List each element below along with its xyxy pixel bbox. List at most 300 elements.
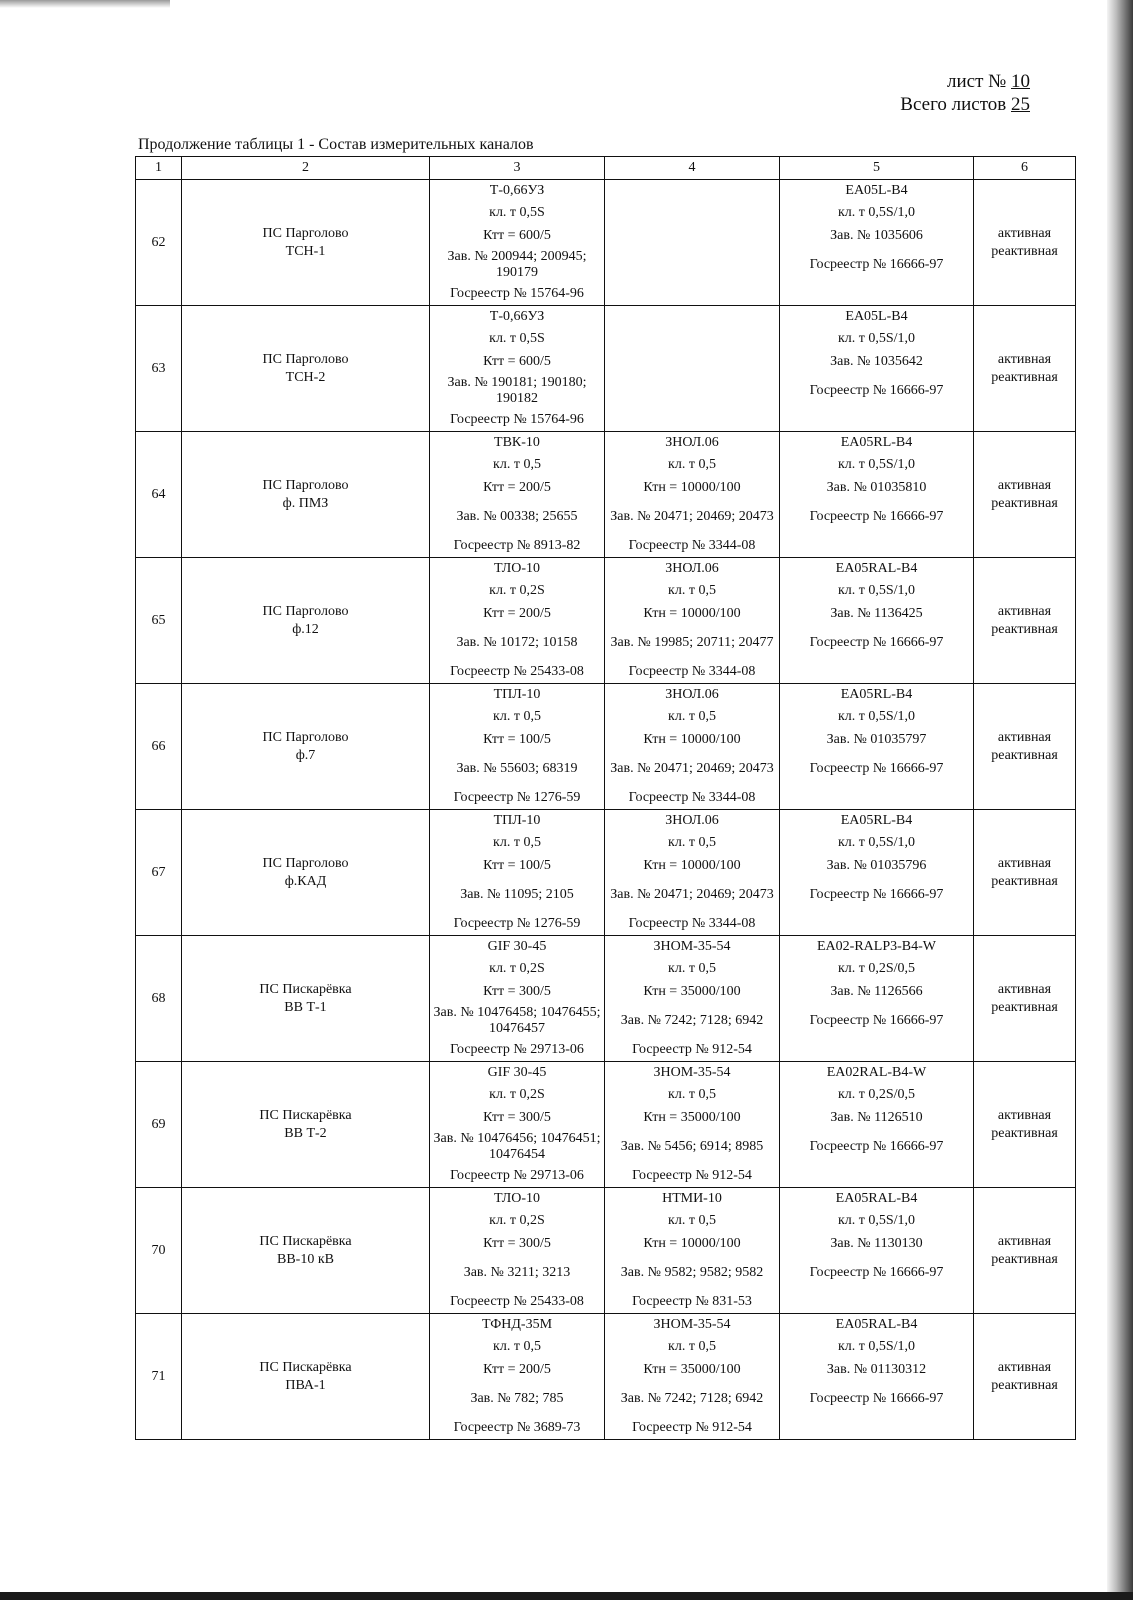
c5-line: Зав. № 1136425 (830, 605, 923, 621)
meter-cell (780, 180, 974, 306)
c4-line: кл. т 0,5 (668, 1339, 716, 1355)
c4-line: Госреестр № 912-54 (632, 1167, 752, 1183)
c4-stack (605, 936, 779, 1061)
scan-edge-bottom (0, 1592, 1133, 1600)
substation-name: ПС Парголово (262, 225, 349, 241)
feeder-name: ф.12 (292, 621, 319, 637)
c3-line: кл. т 0,2S (489, 961, 545, 977)
c3-line: кл. т 0,2S (489, 1213, 545, 1229)
current-transformer-cell (430, 1188, 605, 1314)
energy-type-cell (974, 306, 1076, 432)
c4-stack (605, 1188, 779, 1313)
table-row (136, 936, 1076, 1062)
substation-name: ПС Пискарёвка (259, 1359, 352, 1375)
c4-line: Зав. № 7242; 7128; 6942 (620, 1390, 764, 1406)
table-row (136, 180, 1076, 306)
c5-stack (780, 1314, 973, 1439)
c3-line: Ктт = 100/5 (483, 731, 551, 747)
energy-type-active: активная (997, 477, 1052, 493)
c3-line: Зав. № 10476456; 10476451; 10476454 (433, 1130, 601, 1162)
channel-name-cell (182, 1314, 430, 1440)
c3-line: ТФНД-35М (481, 1317, 553, 1333)
voltage-transformer-cell (605, 1188, 780, 1314)
column-header: 3 (430, 157, 605, 180)
c3-line: Госреестр № 15764-96 (450, 411, 584, 427)
energy-type-cell (974, 1062, 1076, 1188)
c5-line: Госреестр № 16666-97 (809, 256, 944, 272)
c5-line: EA05L-B4 (845, 183, 908, 199)
c5-line: EA05RL-B4 (840, 813, 913, 829)
header-row (136, 157, 1076, 180)
c4-line: ЗНОЛ.06 (665, 813, 719, 829)
table-row (136, 306, 1076, 432)
c4-line: НТМИ-10 (662, 1191, 722, 1207)
energy-type-cell (974, 684, 1076, 810)
c4-line (605, 306, 779, 328)
c5-line (780, 535, 973, 557)
c3-line: Госреестр № 1276-59 (453, 789, 581, 805)
row-number: 67 (136, 810, 182, 936)
feeder-name: ВВ Т-2 (284, 1125, 327, 1141)
c3-line: Ктт = 300/5 (483, 1109, 551, 1125)
energy-type-cell (974, 936, 1076, 1062)
sheet-number: 10 (1011, 71, 1030, 92)
c5-stack (780, 306, 973, 431)
c4-line (605, 247, 779, 283)
c5-line (780, 1039, 973, 1061)
substation-name: ПС Парголово (262, 729, 349, 745)
meter-cell (780, 684, 974, 810)
voltage-transformer-cell (605, 180, 780, 306)
c4-line (605, 328, 779, 350)
feeder-name: ПВА-1 (285, 1377, 326, 1393)
current-transformer-cell (430, 1314, 605, 1440)
meter-cell (780, 1062, 974, 1188)
channel-name-cell (182, 432, 430, 558)
c4-line: Ктн = 10000/100 (643, 479, 741, 495)
c3-stack (430, 1188, 604, 1313)
c5-line: Госреестр № 16666-97 (809, 760, 944, 776)
c4-line: кл. т 0,5 (668, 1087, 716, 1103)
c5-line: Зав. № 01035797 (826, 731, 927, 747)
table-body (136, 180, 1076, 1440)
c5-stack (780, 432, 973, 557)
substation-name: ПС Парголово (262, 603, 349, 619)
energy-type-cell (974, 810, 1076, 936)
c3-line: Зав. № 3211; 3213 (463, 1264, 571, 1280)
energy-type-cell (974, 1314, 1076, 1440)
c4-line: Зав. № 7242; 7128; 6942 (620, 1012, 764, 1028)
meter-cell (780, 558, 974, 684)
c3-line: Зав. № 10476458; 10476455; 10476457 (433, 1004, 601, 1036)
energy-type-reactive: реактивная (991, 621, 1058, 637)
c4-line: ЗНОЛ.06 (665, 435, 719, 451)
energy-type-reactive: реактивная (991, 747, 1058, 763)
c4-line: ЗНОМ-35-54 (653, 939, 731, 955)
c5-line: Зав. № 1035642 (830, 353, 923, 369)
row-number: 68 (136, 936, 182, 1062)
c3-stack (430, 1314, 604, 1439)
c4-line (605, 409, 779, 431)
feeder-name: ТСН-1 (285, 243, 326, 259)
c4-stack (605, 432, 779, 557)
channel-name-cell (182, 1188, 430, 1314)
c4-line: Госреестр № 3344-08 (628, 915, 756, 931)
c4-line: Госреестр № 3344-08 (628, 537, 756, 553)
column-header: 2 (182, 157, 430, 180)
c4-line: Госреестр № 3344-08 (628, 789, 756, 805)
channel-name-cell (182, 1062, 430, 1188)
c3-line: кл. т 0,5S (489, 331, 545, 347)
energy-type-active: активная (997, 1359, 1052, 1375)
voltage-transformer-cell (605, 558, 780, 684)
channel-name-cell (182, 180, 430, 306)
c5-line: Зав. № 1126510 (830, 1109, 923, 1125)
c3-line: Госреестр № 1276-59 (453, 915, 581, 931)
c5-line (780, 409, 973, 431)
c5-line: кл. т 0,5S/1,0 (837, 583, 916, 599)
energy-type-active: активная (997, 1233, 1052, 1249)
voltage-transformer-cell (605, 432, 780, 558)
table-row (136, 810, 1076, 936)
c3-line: Госреестр № 29713-06 (450, 1167, 584, 1183)
channel-name-cell (182, 936, 430, 1062)
c4-line (605, 202, 779, 224)
c4-line: Ктн = 10000/100 (643, 857, 741, 873)
channel-name-cell (182, 306, 430, 432)
c3-line: ТПЛ-10 (493, 687, 541, 703)
c5-line: Госреестр № 16666-97 (809, 1138, 944, 1154)
channels-table (135, 156, 1076, 1440)
c4-line: Ктн = 10000/100 (643, 731, 741, 747)
energy-type-cell (974, 180, 1076, 306)
c5-line: Госреестр № 16666-97 (809, 634, 944, 650)
c5-stack (780, 936, 973, 1061)
c5-line: Госреестр № 16666-97 (809, 1390, 944, 1406)
feeder-name: ТСН-2 (285, 369, 326, 385)
c3-line: Госреестр № 8913-82 (453, 537, 581, 553)
c5-line: Зав. № 01130312 (826, 1361, 927, 1377)
c3-line: Зав. № 10172; 10158 (456, 634, 578, 650)
channel-name-cell (182, 558, 430, 684)
c4-line: кл. т 0,5 (668, 835, 716, 851)
c4-line: кл. т 0,5 (668, 583, 716, 599)
row-number: 65 (136, 558, 182, 684)
sheet-label: лист № (946, 71, 1007, 92)
c4-stack (605, 180, 779, 305)
c5-stack (780, 180, 973, 305)
energy-type-reactive: реактивная (991, 1125, 1058, 1141)
energy-type-reactive: реактивная (991, 1251, 1058, 1267)
c3-line: Ктт = 100/5 (483, 857, 551, 873)
c3-line: Госреестр № 3689-73 (453, 1419, 581, 1435)
energy-type-cell (974, 558, 1076, 684)
c3-line: GIF 30-45 (487, 939, 547, 955)
current-transformer-cell (430, 432, 605, 558)
c3-line: GIF 30-45 (487, 1065, 547, 1081)
c4-stack (605, 558, 779, 683)
c4-line: Зав. № 20471; 20469; 20473 (610, 508, 774, 524)
current-transformer-cell (430, 1062, 605, 1188)
c3-line: ТЛО-10 (493, 1191, 541, 1207)
c4-line: кл. т 0,5 (668, 1213, 716, 1229)
current-transformer-cell (430, 936, 605, 1062)
c5-line: Зав. № 01035810 (826, 479, 927, 495)
substation-name: ПС Парголово (262, 855, 349, 871)
energy-type-cell (974, 432, 1076, 558)
c3-stack (430, 306, 604, 431)
scan-edge-top-left (0, 0, 170, 8)
c3-line: кл. т 0,2S (489, 583, 545, 599)
c5-line: EA05L-B4 (845, 309, 908, 325)
c3-line: кл. т 0,2S (489, 1087, 545, 1103)
c5-line: EA05RAL-B4 (835, 1191, 918, 1207)
c4-line: Госреестр № 3344-08 (628, 663, 756, 679)
voltage-transformer-cell (605, 684, 780, 810)
c5-line: кл. т 0,5S/1,0 (837, 1339, 916, 1355)
c4-line: Зав. № 5456; 6914; 8985 (620, 1138, 764, 1154)
c4-line: Госреестр № 912-54 (632, 1419, 752, 1435)
column-header: 4 (605, 157, 780, 180)
c3-line: Зав. № 11095; 2105 (460, 886, 574, 902)
c4-line (605, 283, 779, 305)
feeder-name: ВВ-10 кВ (277, 1251, 334, 1267)
c3-line: Ктт = 200/5 (483, 1361, 551, 1377)
energy-type-reactive: реактивная (991, 999, 1058, 1015)
c5-line (780, 1417, 973, 1439)
current-transformer-cell (430, 180, 605, 306)
c3-stack (430, 558, 604, 683)
current-transformer-cell (430, 810, 605, 936)
sheet-number-line (900, 70, 1030, 93)
substation-name: ПС Пискарёвка (259, 1107, 352, 1123)
c4-line: Зав. № 20471; 20469; 20473 (610, 886, 774, 902)
c5-line: EA05RL-B4 (840, 687, 913, 703)
c5-line: кл. т 0,2S/0,5 (837, 1087, 916, 1103)
c4-line: кл. т 0,5 (668, 457, 716, 473)
c4-line (605, 180, 779, 202)
meter-cell (780, 810, 974, 936)
table-row (136, 684, 1076, 810)
feeder-name: ф.7 (295, 747, 316, 763)
c4-line (605, 373, 779, 409)
c3-line: кл. т 0,5S (489, 205, 545, 221)
c5-line: кл. т 0,2S/0,5 (837, 961, 916, 977)
sheet-total-line (900, 93, 1030, 116)
c4-stack (605, 810, 779, 935)
c3-line: Зав. № 00338; 25655 (456, 508, 578, 524)
c5-line: кл. т 0,5S/1,0 (837, 1213, 916, 1229)
c3-line: Зав. № 782; 785 (470, 1390, 564, 1406)
c5-line: EA02-RALP3-B4-W (817, 939, 936, 955)
scan-edge-right (1107, 0, 1133, 1600)
energy-type-active: активная (997, 729, 1052, 745)
c3-line: Зав. № 190181; 190180; 190182 (447, 374, 587, 406)
c4-stack (605, 1314, 779, 1439)
energy-type-active: активная (997, 351, 1052, 367)
c4-line: ЗНОЛ.06 (665, 561, 719, 577)
substation-name: ПС Парголово (262, 477, 349, 493)
c5-line: EA05RAL-B4 (835, 1317, 918, 1333)
c4-line: кл. т 0,5 (668, 961, 716, 977)
c4-line: Зав. № 9582; 9582; 9582 (620, 1264, 764, 1280)
c5-line: EA05RL-B4 (840, 435, 913, 451)
c5-stack (780, 684, 973, 809)
c3-line: кл. т 0,5 (493, 709, 541, 725)
c3-line: ТЛО-10 (493, 561, 541, 577)
c5-stack (780, 810, 973, 935)
c3-line: Ктт = 200/5 (483, 479, 551, 495)
c5-line (780, 283, 973, 305)
substation-name: ПС Парголово (262, 351, 349, 367)
c3-stack (430, 684, 604, 809)
voltage-transformer-cell (605, 936, 780, 1062)
energy-type-reactive: реактивная (991, 369, 1058, 385)
feeder-name: ф. ПМЗ (282, 495, 329, 511)
substation-name: ПС Пискарёвка (259, 1233, 352, 1249)
row-number: 62 (136, 180, 182, 306)
table-row (136, 1062, 1076, 1188)
voltage-transformer-cell (605, 810, 780, 936)
c5-stack (780, 1188, 973, 1313)
c5-line: Зав. № 01035796 (826, 857, 927, 873)
voltage-transformer-cell (605, 1314, 780, 1440)
c5-line (780, 913, 973, 935)
c3-line: Госреестр № 25433-08 (450, 663, 584, 679)
current-transformer-cell (430, 684, 605, 810)
c3-line: Ктт = 600/5 (483, 353, 551, 369)
c4-line: Госреестр № 912-54 (632, 1041, 752, 1057)
table-row (136, 558, 1076, 684)
c5-line: кл. т 0,5S/1,0 (837, 457, 916, 473)
c4-line: ЗНОЛ.06 (665, 687, 719, 703)
c4-line: Зав. № 20471; 20469; 20473 (610, 760, 774, 776)
c4-line (605, 351, 779, 373)
table-caption: Продолжение таблицы 1 - Состав измерительных каналов (138, 136, 534, 153)
c4-line: Ктн = 10000/100 (643, 605, 741, 621)
sheet-header (900, 70, 1030, 116)
row-number: 71 (136, 1314, 182, 1440)
c5-line (780, 787, 973, 809)
c4-line: Ктн = 10000/100 (643, 1235, 741, 1251)
c3-line: кл. т 0,5 (493, 835, 541, 851)
c3-line: Госреестр № 25433-08 (450, 1293, 584, 1309)
c4-stack (605, 306, 779, 431)
energy-type-active: активная (997, 1107, 1052, 1123)
total-number: 25 (1011, 94, 1030, 115)
meter-cell (780, 432, 974, 558)
channel-name-cell (182, 810, 430, 936)
table-row (136, 432, 1076, 558)
c3-line: Госреестр № 29713-06 (450, 1041, 584, 1057)
c5-line: кл. т 0,5S/1,0 (837, 331, 916, 347)
row-number: 66 (136, 684, 182, 810)
column-header: 1 (136, 157, 182, 180)
table-row (136, 1188, 1076, 1314)
c5-line: Зав. № 1035606 (830, 227, 923, 243)
voltage-transformer-cell (605, 1062, 780, 1188)
c5-line: Госреестр № 16666-97 (809, 1012, 944, 1028)
energy-type-active: активная (997, 981, 1052, 997)
c4-line: ЗНОМ-35-54 (653, 1317, 731, 1333)
c3-line: Зав. № 200944; 200945; 190179 (447, 248, 587, 280)
c5-line: Госреестр № 16666-97 (809, 382, 944, 398)
c3-stack (430, 810, 604, 935)
channel-name-cell (182, 684, 430, 810)
energy-type-reactive: реактивная (991, 873, 1058, 889)
c3-line: Т-0,66УЗ (489, 183, 545, 199)
c4-line (605, 225, 779, 247)
c3-stack (430, 936, 604, 1061)
c4-line: Ктн = 35000/100 (643, 1109, 741, 1125)
c5-stack (780, 1062, 973, 1187)
c3-line: Ктт = 600/5 (483, 227, 551, 243)
table-row (136, 1314, 1076, 1440)
c5-line: EA02RAL-B4-W (826, 1065, 927, 1081)
row-number: 69 (136, 1062, 182, 1188)
c3-line: ТВК-10 (494, 435, 540, 451)
column-header: 5 (780, 157, 974, 180)
energy-type-cell (974, 1188, 1076, 1314)
meter-cell (780, 1188, 974, 1314)
c4-line: Ктн = 35000/100 (643, 1361, 741, 1377)
substation-name: ПС Пискарёвка (259, 981, 352, 997)
c5-line (780, 1291, 973, 1313)
row-number: 70 (136, 1188, 182, 1314)
c5-line (780, 661, 973, 683)
c3-line: Ктт = 200/5 (483, 605, 551, 621)
c4-line: Зав. № 19985; 20711; 20477 (610, 634, 774, 650)
c4-stack (605, 1062, 779, 1187)
c4-stack (605, 684, 779, 809)
current-transformer-cell (430, 558, 605, 684)
c5-line: Зав. № 1130130 (830, 1235, 923, 1251)
energy-type-reactive: реактивная (991, 1377, 1058, 1393)
c5-line: Зав. № 1126566 (830, 983, 923, 999)
feeder-name: ф.КАД (284, 873, 327, 889)
c4-line: ЗНОМ-35-54 (653, 1065, 731, 1081)
c5-line: кл. т 0,5S/1,0 (837, 205, 916, 221)
c3-line: Ктт = 300/5 (483, 1235, 551, 1251)
c4-line: Ктн = 35000/100 (643, 983, 741, 999)
c3-line: Ктт = 300/5 (483, 983, 551, 999)
total-label: Всего листов (900, 94, 1007, 115)
energy-type-active: активная (997, 603, 1052, 619)
energy-type-active: активная (997, 225, 1052, 241)
current-transformer-cell (430, 306, 605, 432)
c3-line: Зав. № 55603; 68319 (456, 760, 578, 776)
c5-line: EA05RAL-B4 (835, 561, 918, 577)
c3-line: кл. т 0,5 (493, 457, 541, 473)
c5-line (780, 1165, 973, 1187)
c3-line: Т-0,66УЗ (489, 309, 545, 325)
meter-cell (780, 1314, 974, 1440)
row-number: 63 (136, 306, 182, 432)
energy-type-active: активная (997, 855, 1052, 871)
c5-line: Госреестр № 16666-97 (809, 508, 944, 524)
c5-line: кл. т 0,5S/1,0 (837, 709, 916, 725)
energy-type-reactive: реактивная (991, 243, 1058, 259)
c5-stack (780, 558, 973, 683)
c3-line: кл. т 0,5 (493, 1339, 541, 1355)
c4-line: кл. т 0,5 (668, 709, 716, 725)
c5-line: кл. т 0,5S/1,0 (837, 835, 916, 851)
c3-stack (430, 432, 604, 557)
voltage-transformer-cell (605, 306, 780, 432)
column-header: 6 (974, 157, 1076, 180)
row-number: 64 (136, 432, 182, 558)
c5-line: Госреестр № 16666-97 (809, 886, 944, 902)
